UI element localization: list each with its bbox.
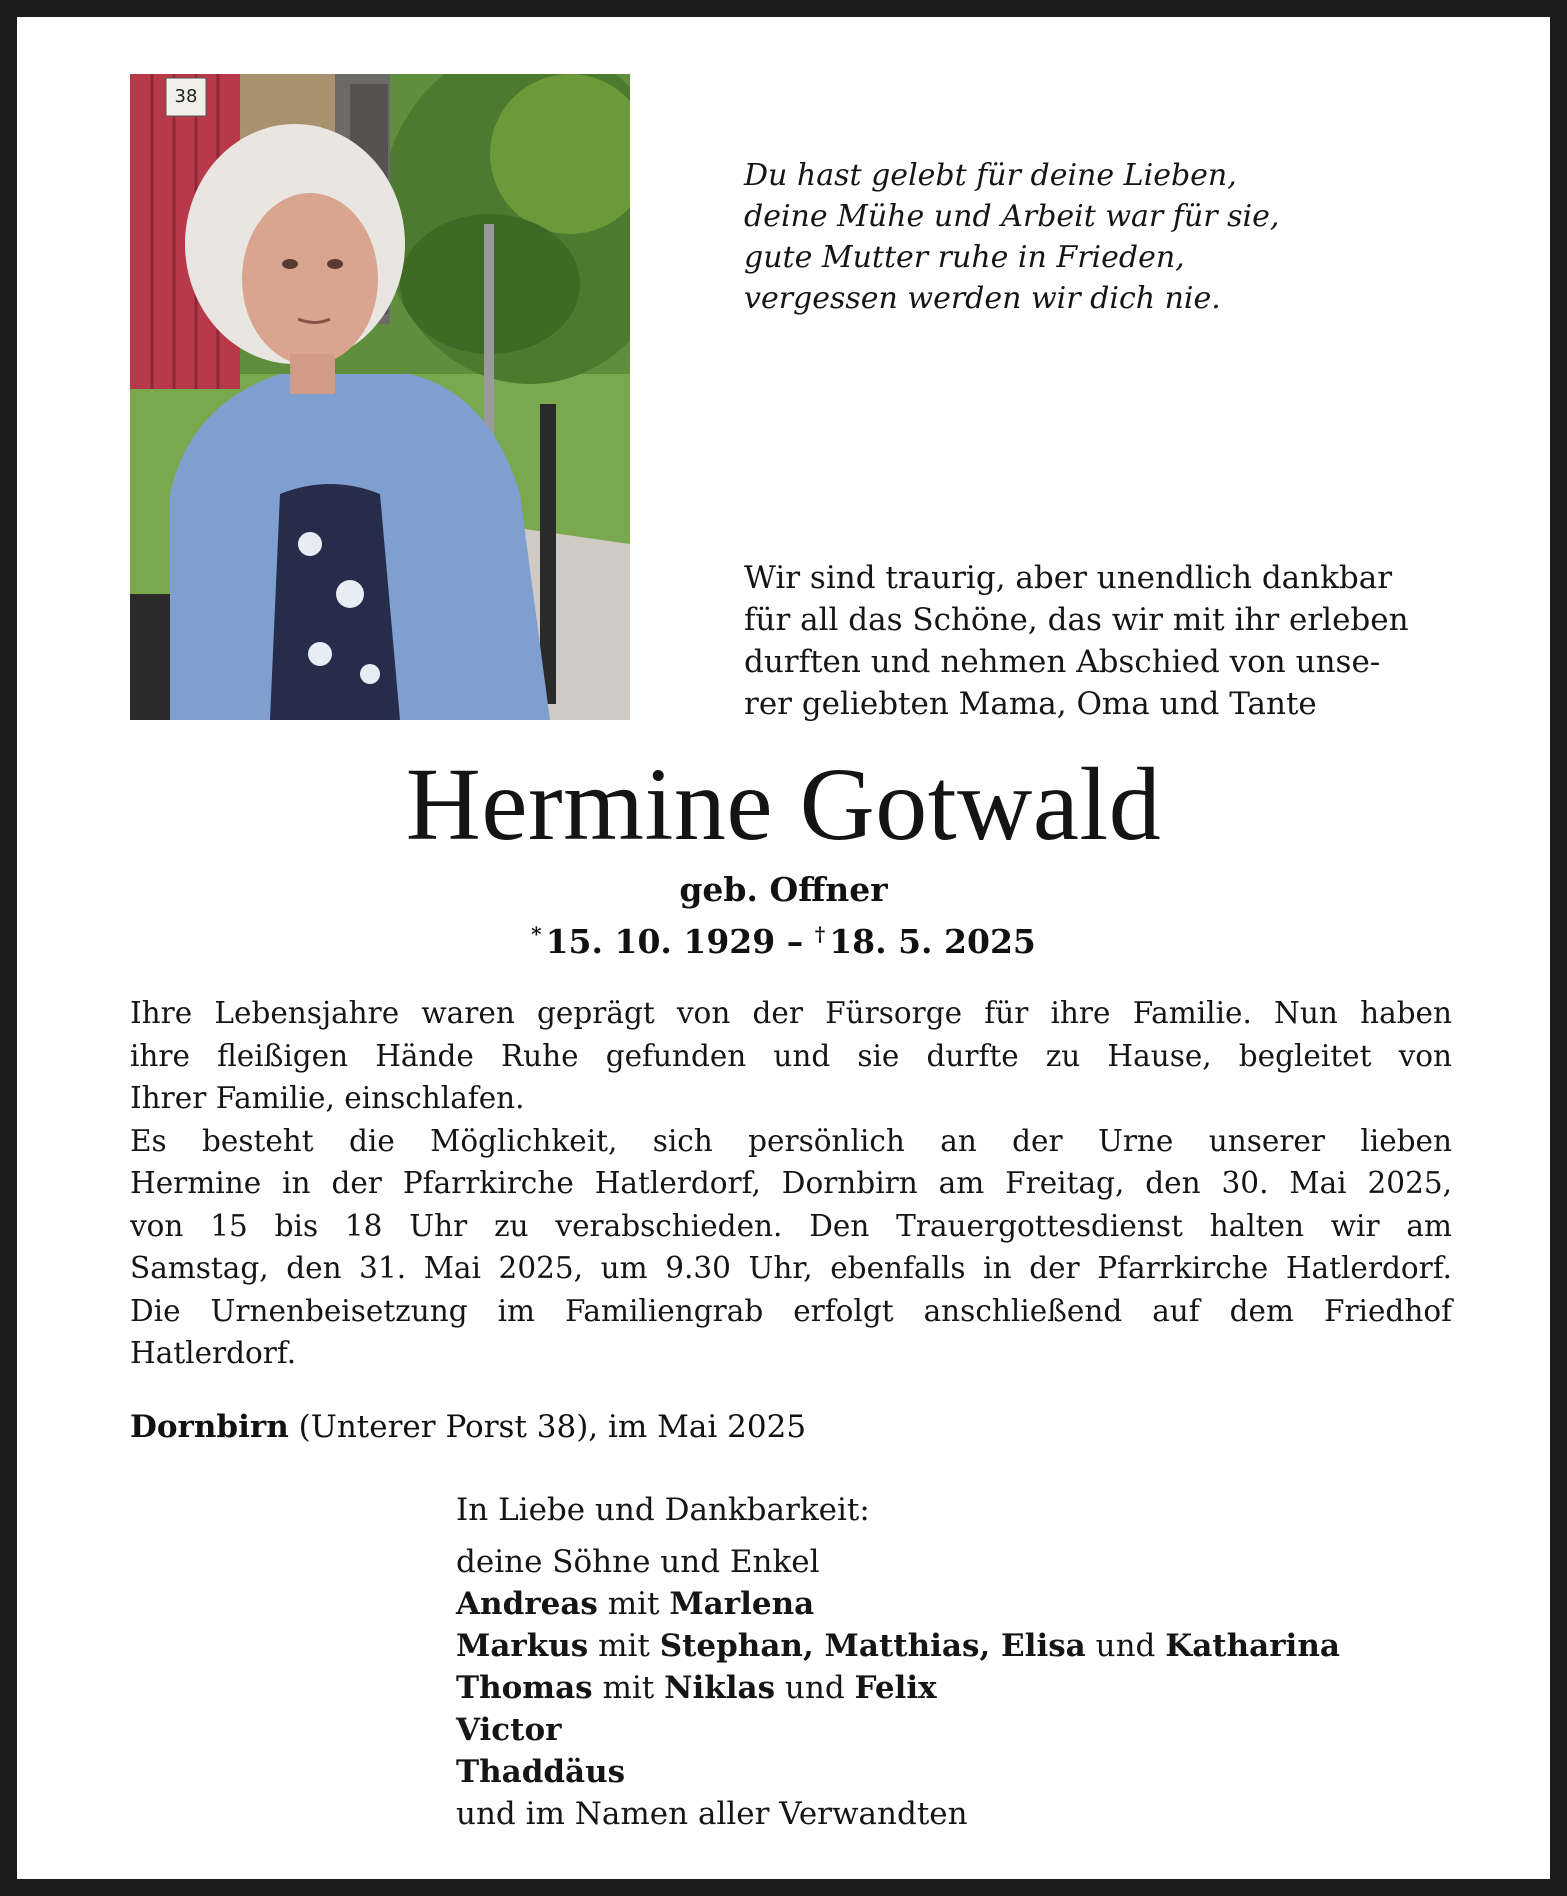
body-line: Samstag, den 31. Mai 2025, um 9.30 Uhr, ebenfalls in der Pfarrkirche Hatlerdorf. [130, 1251, 1452, 1285]
family-line [456, 1751, 1340, 1793]
poem [744, 155, 1279, 319]
body-line: Die Urnenbeisetzung im Familiengrab erfolgt anschließend auf dem Friedhof [130, 1293, 1452, 1328]
place-date [130, 1406, 806, 1448]
connector: und [1085, 1628, 1166, 1664]
signature-relation: deine Söhne und Enkel [456, 1544, 820, 1580]
intro-line: Wir sind traurig, aber unendlich dankbar [744, 560, 1393, 596]
family-line [456, 1625, 1340, 1667]
family-member: Victor [456, 1712, 562, 1748]
signature-heading: In Liebe und Dankbarkeit: [456, 1492, 870, 1528]
birth-symbol: * [531, 922, 542, 946]
portrait-photo [130, 74, 630, 720]
maiden-name: geb. Offner [679, 870, 888, 909]
body-line: Ihrer Familie, einschlafen. [130, 1081, 525, 1115]
family-member: Thomas [456, 1670, 593, 1706]
connector: und [775, 1670, 855, 1706]
poem-line: gute Mutter ruhe in Frieden, [744, 240, 1185, 275]
body-line: Es besteht die Möglichkeit, sich persönlich an der Urne unserer lieben [130, 1123, 1452, 1158]
obituary-notice [17, 17, 1550, 1879]
place-city: Dornbirn [130, 1409, 289, 1445]
family-line [456, 1667, 1340, 1709]
poem-line: deine Mühe und Arbeit war für sie, [744, 199, 1280, 234]
intro-line: rer geliebten Mama, Oma und Tante [744, 686, 1317, 722]
death-symbol: † [814, 922, 826, 946]
family-line [456, 1583, 1340, 1625]
family-member: Felix [854, 1670, 937, 1706]
family-member: Thaddäus [456, 1754, 626, 1790]
connector: mit [588, 1628, 660, 1664]
deceased-name: Hermine Gotwald [405, 747, 1162, 862]
connector: mit [592, 1670, 665, 1706]
family-member: Markus [456, 1628, 589, 1664]
family-member: Andreas [456, 1586, 598, 1622]
intro-line: durften und nehmen Abschied von unse- [744, 644, 1381, 680]
spacer [456, 1531, 1340, 1541]
signature-closing: und im Namen aller Verwandten [456, 1796, 968, 1832]
body-line: von 15 bis 18 Uhr zu verabschieden. Den Trauergottesdienst halten wir am [130, 1208, 1452, 1243]
birth-date: 15. 10. 1929 [545, 922, 776, 961]
life-dates [17, 913, 1550, 963]
date-separator: – [775, 922, 815, 961]
family-member: Marlena [669, 1586, 815, 1622]
intro-line: für all das Schöne, das wir mit ihr erleben [744, 602, 1409, 638]
family-member: Katharina [1165, 1628, 1340, 1664]
body-line: Hatlerdorf. [130, 1336, 297, 1370]
body-line: ihre fleißigen Hände Ruhe gefunden und sie durfte zu Hause, begleitet von [130, 1038, 1452, 1073]
body-line: Hermine in der Pfarrkirche Hatlerdorf, Dornbirn am Freitag, den 30. Mai 2025, [130, 1166, 1452, 1200]
place-address-date: (Unterer Porst 38), im Mai 2025 [288, 1409, 807, 1445]
signature-block [456, 1489, 1340, 1835]
poem-line: vergessen werden wir dich nie. [744, 281, 1221, 316]
poem-line: Du hast gelebt für deine Lieben, [744, 158, 1237, 193]
death-date: 18. 5. 2025 [829, 922, 1036, 961]
intro-text [744, 557, 1464, 725]
body-line: Ihre Lebensjahre waren geprägt von der Fürsorge für ihre Familie. Nun haben [130, 996, 1452, 1030]
connector: mit [597, 1586, 670, 1622]
family-line [456, 1709, 1340, 1751]
house-number: 38 [174, 86, 198, 107]
family-member: Niklas [664, 1670, 776, 1706]
family-member: Stephan, Matthias, Elisa [659, 1628, 1086, 1664]
notice-body [130, 992, 1452, 1375]
